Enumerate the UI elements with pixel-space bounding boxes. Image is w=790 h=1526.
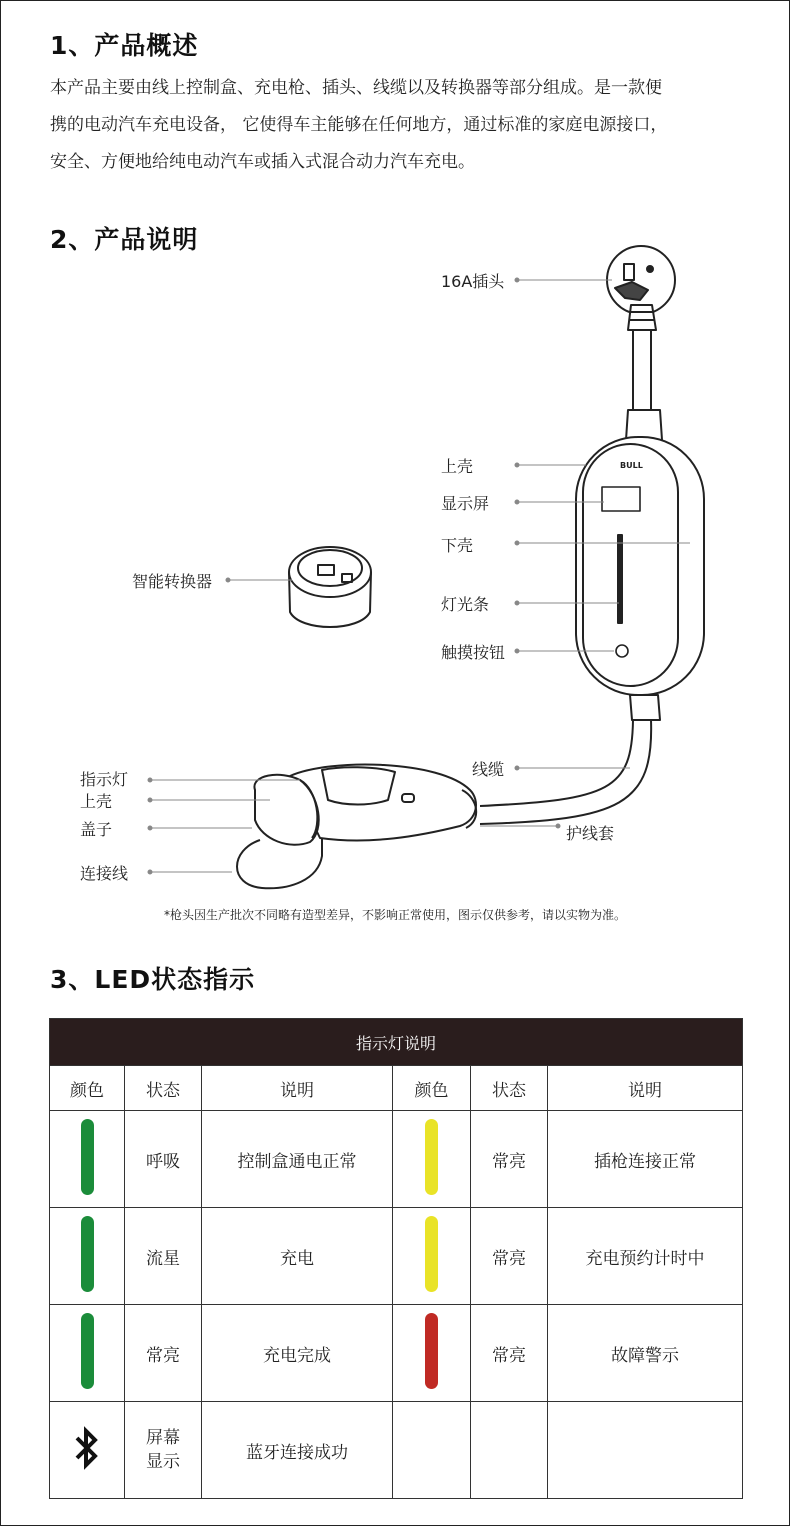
label-plug: 16A插头 xyxy=(441,272,505,291)
state-line: 屏幕 xyxy=(146,1428,180,1448)
label-cable: 线缆 xyxy=(472,760,505,779)
paragraph-line: 安全、方便地给纯电动汽车或插入式混合动力汽车充电。 xyxy=(50,152,475,172)
label-lower-shell: 下壳 xyxy=(441,536,474,555)
state-cell: 流星 xyxy=(125,1208,202,1305)
yellow-led-indicator xyxy=(425,1119,438,1195)
charging-gun-illustration xyxy=(237,764,476,888)
description-cell: 充电 xyxy=(202,1208,393,1305)
label-light-bar: 灯光条 xyxy=(441,595,490,614)
yellow-led-indicator xyxy=(425,1216,438,1292)
label-screen: 显示屏 xyxy=(441,494,490,513)
disclaimer-note: *枪头因生产批次不同略有造型差异，不影响正常使用，图示仅供参考，请以实物为准。 xyxy=(163,908,626,922)
led-status-table xyxy=(49,1018,743,1499)
brand-logo-text: BULL xyxy=(620,461,643,470)
header-cell: 状态 xyxy=(125,1066,202,1111)
label-touch-button: 触摸按钮 xyxy=(441,643,506,662)
table-row xyxy=(50,1402,743,1499)
state-cell: 常亮 xyxy=(125,1305,202,1402)
label-cable-sleeve: 护线套 xyxy=(566,824,615,843)
section3-title: 3、LED状态指示 xyxy=(50,965,256,994)
red-led-indicator xyxy=(425,1313,438,1389)
description-cell: 充电完成 xyxy=(202,1305,393,1402)
description-cell: 控制盒通电正常 xyxy=(202,1111,393,1208)
state-cell: 常亮 xyxy=(471,1305,548,1402)
state-cell: 呼吸 xyxy=(125,1111,202,1208)
table-row xyxy=(50,1208,743,1305)
bluetooth-icon xyxy=(73,1426,101,1470)
green-led-indicator xyxy=(81,1216,94,1292)
label-gun-upper-shell: 上壳 xyxy=(80,792,113,811)
green-led-indicator xyxy=(81,1313,94,1389)
section2-title: 2、产品说明 xyxy=(50,225,199,254)
table-title: 指示灯说明 xyxy=(50,1019,743,1066)
label-adapter: 智能转换器 xyxy=(132,572,213,591)
control-box-illustration xyxy=(576,410,704,720)
label-cover: 盖子 xyxy=(80,820,113,839)
state-cell xyxy=(125,1402,202,1499)
state-line: 显示 xyxy=(146,1452,180,1472)
header-cell: 状态 xyxy=(471,1066,548,1111)
state-cell xyxy=(471,1402,548,1499)
product-diagram xyxy=(0,240,790,900)
state-cell: 常亮 xyxy=(471,1208,548,1305)
table-row xyxy=(50,1305,743,1402)
description-cell: 故障警示 xyxy=(548,1305,743,1402)
header-cell: 颜色 xyxy=(50,1066,125,1111)
paragraph-line: 携的电动汽车充电设备， 它使得车主能够在任何地方，通过标准的家庭电源接口， xyxy=(50,115,668,135)
header-cell: 颜色 xyxy=(393,1066,471,1111)
label-connector-line: 连接线 xyxy=(80,864,129,883)
table-row xyxy=(50,1111,743,1208)
label-upper-shell: 上壳 xyxy=(441,457,474,476)
header-cell: 说明 xyxy=(548,1066,743,1111)
table-header-row xyxy=(50,1066,743,1111)
empty-cell xyxy=(393,1402,471,1499)
description-cell xyxy=(548,1402,743,1499)
plug-illustration xyxy=(607,246,675,330)
description-cell: 充电预约计时中 xyxy=(548,1208,743,1305)
state-cell: 常亮 xyxy=(471,1111,548,1208)
green-led-indicator xyxy=(81,1119,94,1195)
adapter-illustration xyxy=(289,547,371,627)
section1-paragraph xyxy=(50,70,750,181)
paragraph-line: 本产品主要由线上控制盒、充电枪、插头、线缆以及转换器等部分组成。是一款便 xyxy=(50,78,662,98)
label-gun-indicator: 指示灯 xyxy=(80,770,129,789)
section1-title: 1、产品概述 xyxy=(50,31,199,60)
header-cell: 说明 xyxy=(202,1066,393,1111)
description-cell: 蓝牙连接成功 xyxy=(202,1402,393,1499)
description-cell: 插枪连接正常 xyxy=(548,1111,743,1208)
